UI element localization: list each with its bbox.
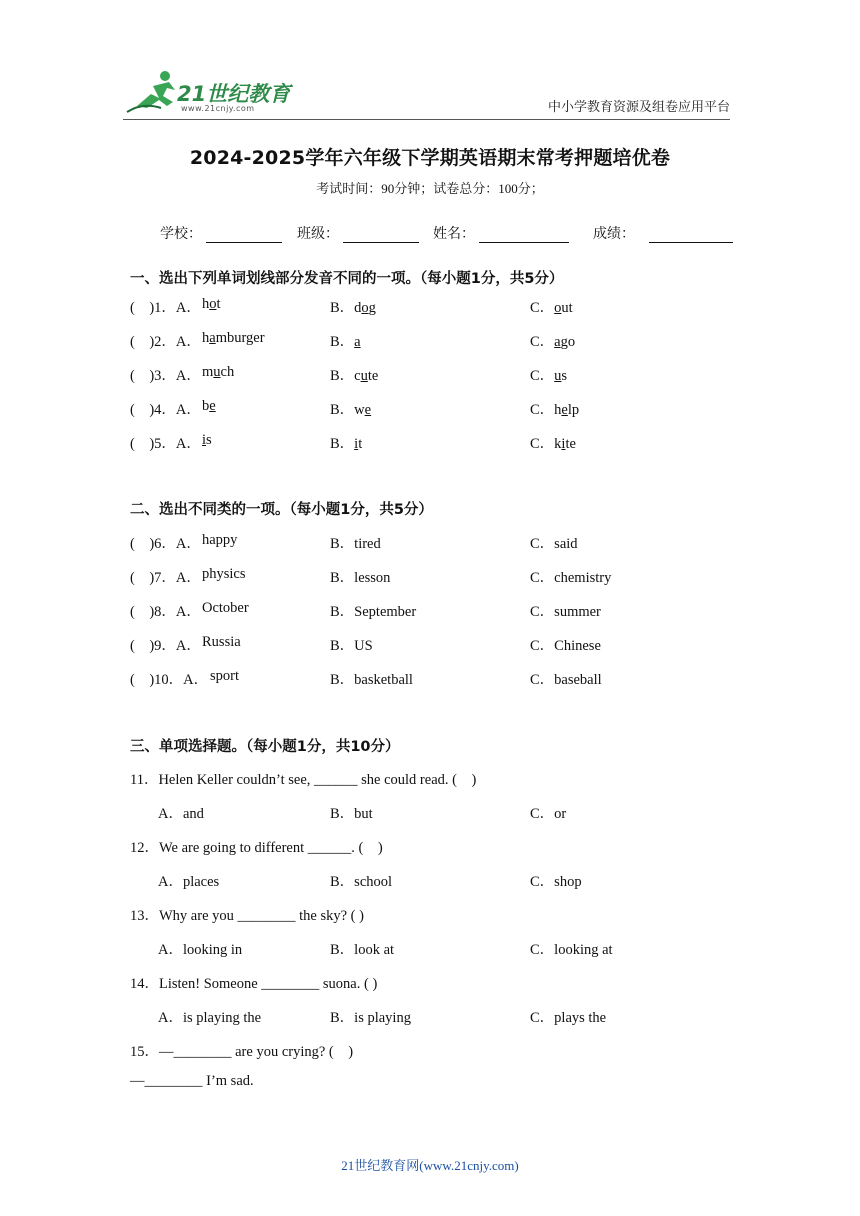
- question-number: ( )2．A．: [130, 334, 201, 350]
- option-b[interactable]: B．dog: [330, 300, 376, 316]
- question-number: ( )9．A．: [130, 638, 201, 654]
- option-b[interactable]: B．is playing: [330, 1010, 411, 1026]
- option-a[interactable]: sport: [210, 668, 239, 684]
- school-field[interactable]: [160, 223, 282, 243]
- option-a[interactable]: [202, 330, 265, 347]
- question-row: [130, 600, 750, 620]
- option-c-word: us: [554, 368, 568, 384]
- name-field[interactable]: [433, 223, 569, 243]
- option-b-word: we: [354, 402, 372, 418]
- question-row: [130, 566, 750, 586]
- question-row: [130, 668, 750, 688]
- option-b[interactable]: B．cute: [330, 368, 379, 384]
- options-row: [130, 802, 750, 822]
- option-c[interactable]: C．us: [530, 368, 568, 384]
- question-row: [130, 364, 750, 384]
- option-b-word: dog: [354, 300, 376, 316]
- underlined-letters: u: [213, 364, 221, 380]
- score-field[interactable]: [593, 223, 733, 243]
- option-c[interactable]: C．Chinese: [530, 638, 601, 654]
- logo: [123, 68, 291, 116]
- underlined-letters: e: [209, 398, 216, 414]
- option-a[interactable]: happy: [202, 532, 238, 548]
- option-a[interactable]: October: [202, 600, 249, 616]
- option-c[interactable]: C．help: [530, 402, 580, 418]
- question-row: [130, 398, 750, 418]
- option-c[interactable]: C．baseball: [530, 672, 602, 688]
- question-row: [130, 330, 750, 350]
- option-a[interactable]: [202, 398, 216, 415]
- name-blank[interactable]: [479, 228, 569, 243]
- name-label: 姓名：: [433, 226, 475, 242]
- option-a[interactable]: A．looking in: [158, 942, 243, 958]
- underlined-letters: a: [209, 330, 216, 346]
- option-c-word: help: [554, 402, 580, 418]
- question-row: [130, 296, 750, 316]
- score-label: 成绩：: [593, 226, 635, 242]
- question-stem: 13．Why are you ________ the sky? ( ): [130, 908, 364, 924]
- option-a-word: be: [202, 398, 216, 414]
- underlined-letters: a: [354, 334, 361, 350]
- option-c[interactable]: C．out: [530, 300, 573, 316]
- question-stem: 11．Helen Keller couldn’t see, ______ she could read. ( ): [130, 772, 477, 788]
- underlined-letters: e: [364, 402, 372, 418]
- section3-title: 三、单项选择题。（每小题1分，共10分）: [130, 739, 400, 755]
- option-b[interactable]: B．look at: [330, 942, 395, 958]
- option-b[interactable]: B．September: [330, 604, 417, 620]
- footer: 21世纪教育网(www.21cnjy.com): [341, 1158, 519, 1173]
- option-c[interactable]: C．or: [530, 806, 567, 822]
- underlined-letters: i: [354, 436, 359, 452]
- class-label: 班级：: [297, 226, 339, 242]
- school-label: 学校：: [160, 226, 202, 242]
- section2-title: 二、选出不同类的一项。（每小题1分，共5分）: [130, 502, 433, 518]
- platform-label: 中小学教育资源及组卷应用平台: [547, 99, 730, 114]
- underlined-letters: o: [361, 300, 369, 316]
- option-a[interactable]: A．places: [158, 874, 220, 890]
- question-row: [130, 634, 750, 654]
- option-a[interactable]: [202, 296, 221, 313]
- options-row: [130, 1006, 750, 1026]
- question-number: ( )4．A．: [130, 402, 201, 418]
- option-c-word: ago: [554, 334, 576, 350]
- option-c-word: kite: [554, 436, 576, 452]
- option-a-word: hot: [202, 296, 221, 312]
- options-row: [130, 870, 750, 890]
- option-c[interactable]: C．looking at: [530, 942, 613, 958]
- question-number: ( )7．A．: [130, 570, 201, 586]
- logo-url: www.21cnjy.com: [181, 104, 255, 113]
- question-number: ( )3．A．: [130, 368, 201, 384]
- question-row: [130, 532, 750, 552]
- page-title: 2024-2025学年六年级下学期英语期末常考押题培优卷: [189, 147, 671, 169]
- header-divider: [123, 119, 730, 120]
- option-a[interactable]: [202, 364, 234, 381]
- option-c[interactable]: C．said: [530, 536, 578, 552]
- option-a[interactable]: physics: [202, 566, 246, 582]
- logo-text: 21世纪教育: [177, 82, 291, 106]
- underlined-letters: o: [209, 296, 217, 312]
- exam-info: 考试时间：90分钟；试卷总分：100分；: [316, 181, 544, 196]
- underlined-letters: u: [554, 368, 562, 384]
- option-b[interactable]: B．a: [330, 334, 361, 350]
- option-a[interactable]: Russia: [202, 634, 241, 650]
- question-number: ( )1．A．: [130, 300, 201, 316]
- option-b-word: [354, 334, 360, 350]
- question-number: ( )6．A．: [130, 536, 201, 552]
- option-a-word: hamburger: [202, 330, 265, 346]
- underlined-letters: u: [360, 368, 368, 384]
- option-c[interactable]: C．ago: [530, 334, 576, 350]
- underlined-letters: i: [561, 436, 566, 452]
- option-b[interactable]: B．lesson: [330, 570, 391, 586]
- option-a[interactable]: A．and: [158, 806, 204, 822]
- question-number: ( )10．A．: [130, 672, 209, 688]
- score-blank[interactable]: [649, 228, 733, 243]
- option-b[interactable]: B．we: [330, 402, 372, 418]
- option-b-word: it: [354, 436, 363, 452]
- question-stem: 14．Listen! Someone ________ suona. ( ): [130, 976, 378, 992]
- question-stem: 15．—________ are you crying? ( ): [130, 1044, 354, 1060]
- underlined-letters: o: [554, 300, 562, 316]
- section1-title: 一、选出下列单词划线部分发音不同的一项。（每小题1分，共5分）: [130, 271, 564, 287]
- options-row: [130, 938, 750, 958]
- class-blank[interactable]: [343, 228, 419, 243]
- option-b[interactable]: B．school: [330, 874, 393, 890]
- option-a-word: is: [202, 432, 212, 448]
- option-a-word: much: [202, 364, 235, 380]
- option-b[interactable]: B．US: [330, 638, 373, 654]
- option-a[interactable]: A．is playing the: [158, 1010, 262, 1026]
- class-field[interactable]: [297, 223, 419, 243]
- question-number: ( )8．A．: [130, 604, 201, 620]
- underlined-letters: i: [202, 432, 207, 448]
- option-c[interactable]: C．shop: [530, 874, 582, 890]
- option-c-word: out: [554, 300, 573, 316]
- school-blank[interactable]: [206, 228, 282, 243]
- option-c[interactable]: C．plays the: [530, 1010, 607, 1026]
- question-stem: 12．We are going to different ______. ( ): [130, 840, 383, 856]
- question-number: ( )5．A．: [130, 436, 201, 452]
- option-c[interactable]: C．chemistry: [530, 570, 612, 586]
- option-b-word: cute: [354, 368, 379, 384]
- option-c[interactable]: C．summer: [530, 604, 601, 620]
- option-b[interactable]: B．basketball: [330, 672, 413, 688]
- underlined-letters: a: [554, 334, 561, 350]
- underlined-letters: e: [561, 402, 568, 418]
- question-row: [130, 432, 750, 452]
- option-a[interactable]: [202, 432, 212, 449]
- option-c[interactable]: C．kite: [530, 436, 576, 452]
- question-answer-line: —________ I’m sad.: [130, 1073, 254, 1089]
- option-b[interactable]: B．it: [330, 436, 363, 452]
- option-b[interactable]: B．but: [330, 806, 373, 822]
- option-b[interactable]: B．tired: [330, 536, 381, 552]
